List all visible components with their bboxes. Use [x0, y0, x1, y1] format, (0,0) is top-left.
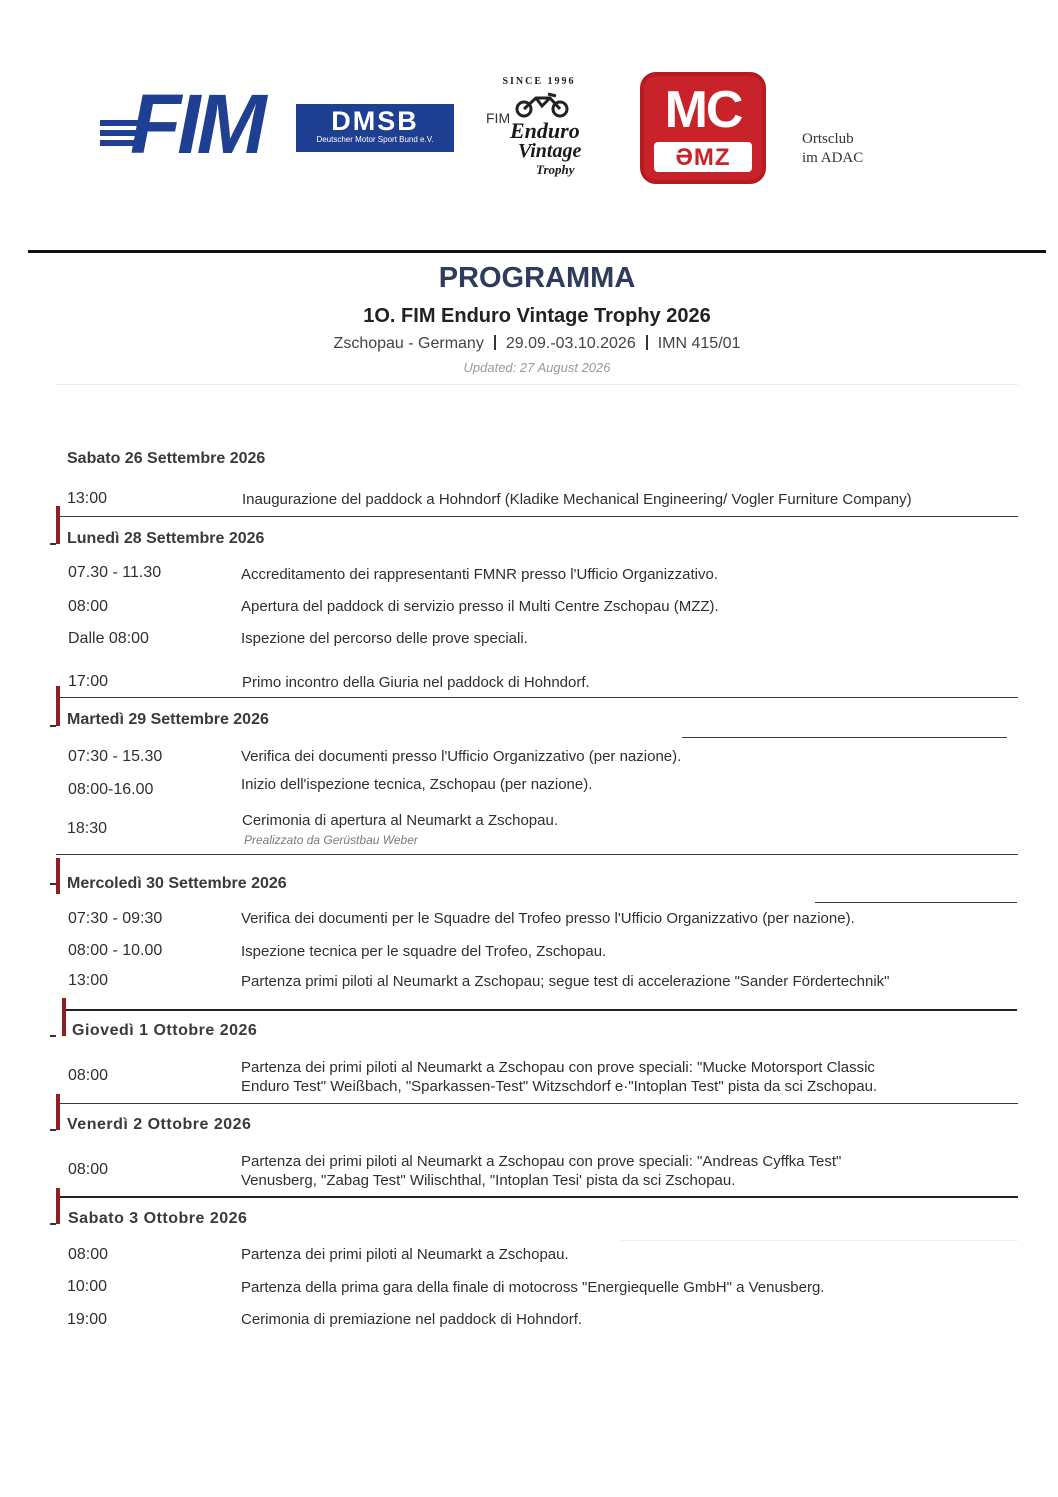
event-time: 08:00 - 10.00 — [68, 942, 163, 959]
event-time: 07:30 - 15.30 — [68, 748, 163, 765]
section-divider — [56, 854, 1018, 855]
day-heading: Martedì 29 Settembre 2026 — [67, 711, 269, 728]
event-time: 18:30 — [67, 820, 108, 837]
faint-rule — [620, 1240, 1018, 1241]
event-time: 10:00 — [67, 1278, 108, 1295]
section-marker — [56, 686, 60, 726]
motorcycle-icon — [512, 90, 572, 118]
event-description: Apertura del paddock di servizio presso il Multi Centre Zschopau (MZZ). — [241, 598, 719, 615]
section-divider — [56, 516, 1018, 517]
event-description: Accreditamento dei rappresentanti FMNR presso l'Ufficio Organizzativo. — [241, 566, 718, 583]
mz-logo-text: ƏMZ — [675, 144, 731, 171]
event-dates: 29.09.-03.10.2026 — [505, 335, 636, 352]
mc-logo-text: MC — [664, 81, 742, 139]
ortsclub-text — [802, 130, 863, 168]
event-description: Verifica dei documenti presso l'Ufficio Organizzativo (per nazione). — [241, 748, 682, 765]
dmsb-logo — [296, 104, 454, 152]
event-time: 08:00 — [68, 598, 109, 615]
event-note: Prealizzato da Gerüstbau Weber — [244, 833, 418, 847]
event-description: Partenza primi piloti al Neumarkt a Zschopau; segue test di accelerazione "Sander Fördertechnik" — [241, 973, 890, 990]
short-rule — [815, 902, 1017, 903]
updated-date: Updated: 27 August 2026 — [463, 360, 611, 375]
event-time: 08:00 — [68, 1067, 109, 1084]
event-description-cont: Enduro Test" Weißbach, "Sparkassen-Test" Witzschdorf e·"Intoplan Test" pista da sci Zschopau. — [241, 1078, 878, 1095]
dmsb-logo-subtext: Deutscher Motor Sport Bund e.V. — [316, 135, 434, 144]
event-time: 08:00 — [68, 1246, 109, 1263]
enduro-vintage-trophy-logo — [484, 76, 592, 186]
event-time: 13:00 — [67, 490, 108, 507]
section-tick — [50, 1129, 56, 1131]
event-description: Ispezione del percorso delle prove speciali. — [241, 630, 528, 647]
event-time: 17:00 — [68, 673, 109, 690]
section-divider — [56, 697, 1018, 698]
mz-logo-box — [654, 142, 752, 172]
event-description: Primo incontro della Giuria nel paddock di Hohndorf. — [242, 674, 590, 691]
fim-logo — [100, 77, 285, 171]
section-marker — [56, 858, 60, 894]
separator — [494, 335, 496, 350]
section-tick — [50, 883, 56, 885]
event-time: 07:30 - 09:30 — [68, 910, 163, 927]
event-description: Partenza della prima gara della finale di motocross "Energiequelle GmbH" a Venusberg. — [241, 1279, 825, 1296]
dmsb-logo-text: DMSB — [331, 106, 419, 136]
event-description: Inizio dell'ispezione tecnica, Zschopau (per nazione). — [241, 776, 593, 793]
ortsclub-line2: im ADAC — [802, 150, 864, 166]
event-description: Partenza dei primi piloti al Neumarkt a Zschopau con prove speciali: "Andreas Cyffka Test" — [241, 1153, 842, 1170]
event-location: Zschopau - Germany — [333, 335, 484, 352]
event-time: 08:00-16.00 — [68, 781, 154, 798]
day-heading: Lunedì 28 Settembre 2026 — [67, 530, 265, 547]
section-divider — [56, 1103, 1018, 1104]
day-heading: Sabato 26 Settembre 2026 — [67, 450, 266, 467]
event-time: 08:00 — [68, 1161, 109, 1178]
event-description: Inaugurazione del paddock a Hohndorf (Kladike Mechanical Engineering/ Vogler Furniture Company) — [242, 491, 912, 508]
event-description-cont: Venusberg, "Zabag Test" Wilischthal, "Intoplan Tesi' pista da sci Zschopau. — [241, 1172, 736, 1189]
section-tick — [50, 725, 56, 727]
mc-mz-logo — [640, 72, 766, 184]
event-time: 19:00 — [67, 1311, 108, 1328]
trophy-logo-vintage: Vintage — [518, 140, 582, 162]
section-divider — [56, 1196, 1018, 1198]
faint-divider — [56, 384, 1018, 385]
day-heading: Sabato 3 Ottobre 2026 — [68, 1210, 248, 1227]
short-rule — [682, 737, 1007, 738]
event-description: Partenza dei primi piloti al Neumarkt a Zschopau con prove speciali: "Mucke Motorsport Classic — [241, 1059, 875, 1076]
fim-logo-text: FIM — [130, 77, 263, 171]
day-heading: Giovedì 1 Ottobre 2026 — [72, 1022, 258, 1039]
day-heading: Venerdì 2 Ottobre 2026 — [67, 1116, 252, 1133]
ortsclub-line1: Ortsclub — [802, 131, 854, 147]
event-description: Partenza dei primi piloti al Neumarkt a Zschopau. — [241, 1246, 569, 1263]
event-time: Dalle 08:00 — [68, 630, 149, 647]
section-marker — [62, 998, 66, 1036]
section-tick — [50, 1035, 56, 1037]
event-description: Verifica dei documenti per le Squadre del Trofeo presso l'Ufficio Organizzativo (per nazione). — [241, 910, 855, 927]
trophy-logo-since: SINCE 1996 — [502, 76, 576, 87]
page-title: PROGRAMMA — [438, 262, 636, 294]
event-location-line — [0, 335, 1058, 353]
event-time: 07.30 - 11.30 — [68, 564, 162, 581]
event-description: Cerimonia di apertura al Neumarkt a Zschopau. — [242, 812, 558, 829]
section-marker — [56, 1188, 60, 1224]
section-tick — [50, 543, 56, 545]
trophy-logo-trophy: Trophy — [536, 162, 575, 177]
event-description: Cerimonia di premiazione nel paddock di Hohndorf. — [241, 1311, 583, 1328]
section-marker — [56, 1094, 60, 1130]
trophy-logo-fim: FIM — [486, 110, 511, 126]
section-tick — [50, 1223, 56, 1225]
event-time: 13:00 — [68, 972, 109, 989]
header-divider — [28, 250, 1046, 253]
section-divider — [64, 1009, 1017, 1011]
separator — [646, 335, 648, 350]
day-heading: Mercoledì 30 Settembre 2026 — [67, 875, 287, 892]
trophy-logo-enduro: Enduro — [510, 118, 580, 143]
event-subtitle: 1O. FIM Enduro Vintage Trophy 2026 — [363, 305, 711, 327]
event-description: Ispezione tecnica per le squadre del Trofeo, Zschopau. — [241, 943, 607, 960]
section-marker — [56, 506, 60, 544]
event-imn: IMN 415/01 — [657, 335, 741, 352]
